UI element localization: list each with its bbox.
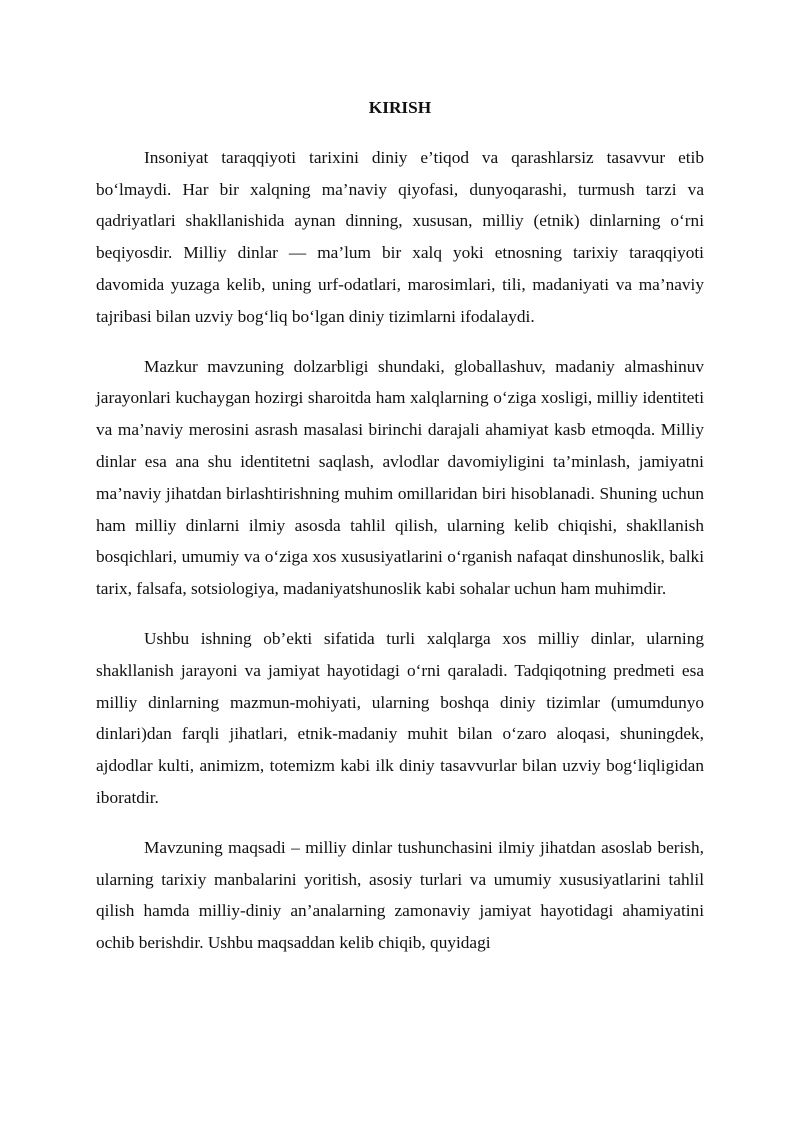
document-page <box>96 92 704 977</box>
document-title: KIRISH <box>368 98 432 117</box>
paragraph-introduction: Insoniyat taraqqiyoti tarixini diniy e’tiqod va qarashlarsiz tasavvur etib bo‘lmaydi. Har bir xalqning ma’naviy qiyofasi, dunyoqarashi, turmush tarzi va qadriyatlari shakllanishida aynan dinning, xususan, milliy (etnik) dinlarning o‘rni beqiyosdir. Milliy dinlar — ma’lum bir xalq yoki etnosning tarixiy taraqqiyoti davomida yuzaga kelib, uning urf-odatlari, marosimlari, tili, madaniyati va ma’naviy tajribasi bilan uzviy bog‘liq bo‘lgan diniy tizimlarni ifodalaydi. <box>96 147 704 326</box>
paragraph-relevance: Mazkur mavzuning dolzarbligi shundaki, globallashuv, madaniy almashinuv jarayonlari kuchaygan hozirgi sharoitda ham xalqlarning o‘ziga xosligi, milliy identiteti va ma’naviy merosini asrash masalasi birinchi darajali ahamiyat kasb etmoqda. Milliy dinlar esa ana shu identitetni saqlash, avlodlar davomiyligini ta’minlash, jamiyatni ma’naviy jihatdan birlashtirishning muhim omillaridan biri hisoblanadi. Shuning uchun ham milliy dinlarni ilmiy asosda tahlil qilish, ularning kelib chiqishi, shakllanish bosqichlari, umumiy va o‘ziga xos xususiyatlarini o‘rganish nafaqat dinshunoslik, balki tarix, falsafa, sotsiologiya, madaniyatshunoslik kabi sohalar uchun ham muhimdir. <box>96 356 704 599</box>
paragraph-goal: Mavzuning maqsadi – milliy dinlar tushunchasini ilmiy jihatdan asoslab berish, ularning tarixiy manbalarini yoritish, asosiy turlari va umumiy xususiyatlarini tahlil qilish hamda milliy-diniy an’analarning zamonaviy jamiyat hayotidagi ahamiyatini ochib berishdir. Ushbu maqsaddan kelib chiqib, quyidagi <box>96 837 704 953</box>
paragraph-object-subject: Ushbu ishning ob’ekti sifatida turli xalqlarga xos milliy dinlar, ularning shakllanish jarayoni va jamiyat hayotidagi o‘rni qaraladi. Tadqiqotning predmeti esa milliy dinlarning mazmun-mohiyati, ularning boshqa diniy tizimlar (umumdunyo dinlari)dan farqli jihatlari, etnik-madaniy muhit bilan o‘zaro aloqasi, shuningdek, ajdodlar kulti, animizm, totemizm kabi ilk diniy tasavvurlar bilan uzviy bog‘liqligidan iboratdir. <box>96 628 704 807</box>
